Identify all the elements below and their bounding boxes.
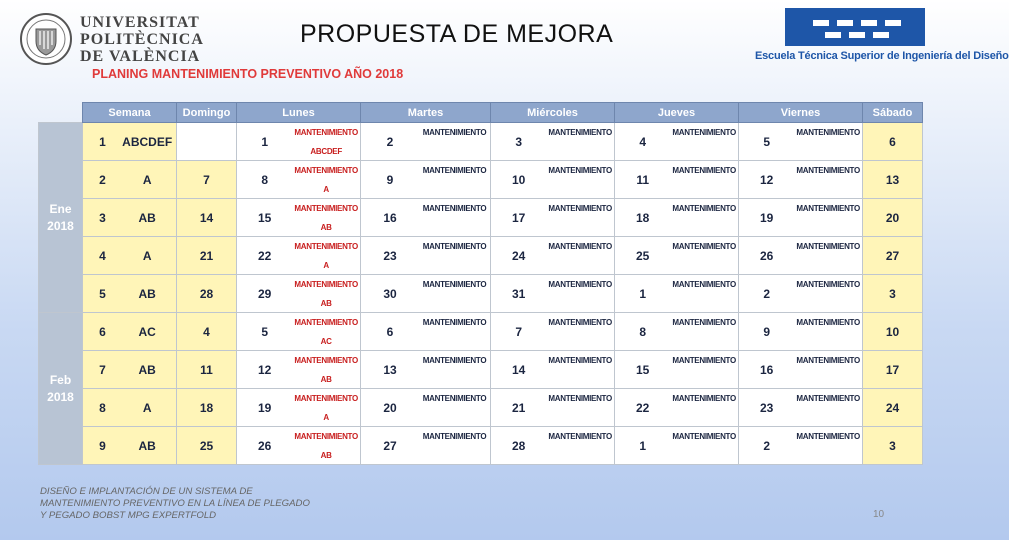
week-cell <box>83 161 177 199</box>
domingo-cell: 7 <box>177 161 237 199</box>
viernes-cell <box>739 427 863 465</box>
lunes-cell <box>237 313 361 351</box>
cell-content <box>237 427 360 464</box>
etsid-name: Escuela Técnica Superior de Ingeniería del Diseño <box>755 50 1009 62</box>
university-seal-icon <box>20 13 72 65</box>
maintenance-label: MANTENIMIENTO <box>548 242 612 251</box>
day-number: 11 <box>636 172 650 187</box>
cell-content <box>491 275 614 312</box>
martes-cell <box>361 313 491 351</box>
sabado-cell: 27 <box>863 237 923 275</box>
jueves-cell <box>615 389 739 427</box>
cell-content <box>615 199 738 236</box>
cell-content <box>237 351 360 388</box>
miercoles-cell <box>491 313 615 351</box>
plan-subtitle: PLANING MANTENIMIENTO PREVENTIVO AÑO 2018 <box>92 67 404 81</box>
week-cell <box>83 313 177 351</box>
cell-content <box>361 161 490 198</box>
table-row <box>39 275 923 313</box>
domingo-cell: 25 <box>177 427 237 465</box>
header-jueves: Jueves <box>615 103 739 123</box>
day-number: 16 <box>759 362 774 377</box>
lunes-cell <box>237 275 361 313</box>
day-number: 2 <box>386 134 394 149</box>
week-number: 5 <box>99 286 106 301</box>
maintenance-label: MANTENIMIENTO <box>548 128 612 137</box>
maintenance-label: MANTENIMIENTO <box>548 166 612 175</box>
cell-content <box>237 313 360 350</box>
cell-content <box>361 199 490 236</box>
lunes-cell <box>237 427 361 465</box>
table-row <box>39 123 923 161</box>
table-row <box>39 199 923 237</box>
viernes-cell <box>739 123 863 161</box>
table-row <box>39 313 923 351</box>
month-label-line: 2018 <box>47 218 74 233</box>
week-code: AB <box>138 362 156 377</box>
maintenance-label: MANTENIMIENTO <box>796 166 860 175</box>
week-number: 3 <box>99 210 106 225</box>
cell-content <box>491 199 614 236</box>
table-row <box>39 427 923 465</box>
cell-content <box>615 389 738 426</box>
maintenance-label: MANTENIMIENTO <box>796 280 860 289</box>
jueves-cell <box>615 275 739 313</box>
cell-content <box>739 237 862 274</box>
martes-cell <box>361 123 491 161</box>
cell-content <box>237 161 360 198</box>
maintenance-label: MANTENIMIENTO <box>294 242 358 251</box>
miercoles-cell <box>491 389 615 427</box>
maintenance-label: MANTENIMIENTO <box>796 394 860 403</box>
day-number: 19 <box>257 400 272 415</box>
day-number: 25 <box>635 248 650 263</box>
maintenance-label: MANTENIMIENTO <box>422 356 487 365</box>
table-row <box>39 237 923 275</box>
cell-content <box>361 389 490 426</box>
sabado-cell: 17 <box>863 351 923 389</box>
sabado-cell: 3 <box>863 275 923 313</box>
day-number: 22 <box>257 248 272 263</box>
maintenance-label: MANTENIMIENTO <box>548 280 612 289</box>
sabado-cell: 6 <box>863 123 923 161</box>
footer-text: DISEÑO E IMPLANTACIÓN DE UN SISTEMA DE MANTENIMIENTO PREVENTIVO EN LA LÍNEA DE PLEGADO Y PEGADO BOBST MPG EXPERTFOLD <box>40 486 310 521</box>
viernes-cell <box>739 275 863 313</box>
cell-content <box>237 237 360 274</box>
day-number: 6 <box>386 324 394 339</box>
day-number: 15 <box>257 210 272 225</box>
martes-cell <box>361 199 491 237</box>
week-code: AB <box>138 438 156 453</box>
jueves-cell <box>615 427 739 465</box>
etsid-emblem-icon <box>785 6 925 48</box>
domingo-cell: 14 <box>177 199 237 237</box>
maintenance-label: MANTENIMIENTO <box>294 280 358 289</box>
viernes-cell <box>739 313 863 351</box>
cell-content <box>491 351 614 388</box>
day-number: 28 <box>511 438 526 453</box>
header-lunes: Lunes <box>237 103 361 123</box>
week-code: AB <box>138 210 156 225</box>
day-number: 17 <box>511 210 526 225</box>
maintenance-code: AC <box>320 337 332 346</box>
day-number: 12 <box>759 172 774 187</box>
cell-content <box>491 123 614 160</box>
cell-content <box>361 351 490 388</box>
day-number: 9 <box>386 172 394 187</box>
upv-name <box>80 14 204 65</box>
page-number: 10 <box>873 509 885 520</box>
week-code: A <box>142 400 152 415</box>
maintenance-label: MANTENIMIENTO <box>422 242 487 251</box>
table-header-row <box>39 103 923 123</box>
cell-content <box>615 161 738 198</box>
maintenance-label: MANTENIMIENTO <box>672 166 736 175</box>
day-number: 14 <box>511 362 526 377</box>
maintenance-code: A <box>323 261 329 270</box>
maintenance-label: MANTENIMIENTO <box>796 356 860 365</box>
day-number: 29 <box>257 286 272 301</box>
sabado-cell: 24 <box>863 389 923 427</box>
miercoles-cell <box>491 427 615 465</box>
day-number: 4 <box>639 134 647 149</box>
header-sabado: Sábado <box>863 103 923 123</box>
martes-cell <box>361 237 491 275</box>
day-number: 1 <box>639 438 647 453</box>
domingo-cell: 18 <box>177 389 237 427</box>
cell-content <box>615 275 738 312</box>
day-number: 1 <box>639 286 647 301</box>
jueves-cell <box>615 199 739 237</box>
day-number: 2 <box>763 286 771 301</box>
month-label-line: Feb <box>49 372 72 387</box>
cell-content <box>237 123 360 160</box>
maintenance-label: MANTENIMIENTO <box>422 318 487 327</box>
month-cell <box>39 123 83 313</box>
maintenance-label: MANTENIMIENTO <box>294 128 358 137</box>
cell-content <box>739 427 862 464</box>
viernes-cell <box>739 237 863 275</box>
week-cell <box>83 237 177 275</box>
cell-content <box>361 313 490 350</box>
maintenance-plan-table <box>38 102 923 465</box>
lunes-cell <box>237 389 361 427</box>
day-number: 26 <box>759 248 774 263</box>
table-row <box>39 351 923 389</box>
jueves-cell <box>615 351 739 389</box>
cell-content <box>491 161 614 198</box>
maintenance-label: MANTENIMIENTO <box>672 204 736 213</box>
lunes-cell <box>237 123 361 161</box>
day-number: 16 <box>383 210 397 225</box>
month-label-line: 2018 <box>47 389 74 404</box>
day-number: 2 <box>763 438 771 453</box>
maintenance-label: MANTENIMIENTO <box>294 204 358 213</box>
maintenance-label: MANTENIMIENTO <box>422 432 487 441</box>
cell-content <box>237 275 360 312</box>
jueves-cell <box>615 237 739 275</box>
day-number: 8 <box>261 172 269 187</box>
cell-content <box>237 199 360 236</box>
page-title: PROPUESTA DE MEJORA <box>300 20 614 48</box>
jueves-cell <box>615 313 739 351</box>
table-row <box>39 389 923 427</box>
day-number: 23 <box>383 248 397 263</box>
day-number: 22 <box>635 400 650 415</box>
header-viernes: Viernes <box>739 103 863 123</box>
domingo-cell: 11 <box>177 351 237 389</box>
day-number: 23 <box>759 400 774 415</box>
week-code: A <box>142 172 152 187</box>
week-number: 2 <box>99 172 106 187</box>
maintenance-label: MANTENIMIENTO <box>548 394 612 403</box>
day-number: 30 <box>383 286 397 301</box>
week-cell <box>83 427 177 465</box>
maintenance-code: AB <box>320 223 332 232</box>
upv-line-2: POLITÈCNICA <box>80 30 204 48</box>
maintenance-code: A <box>323 413 329 422</box>
jueves-cell <box>615 161 739 199</box>
header-miercoles: Miércoles <box>491 103 615 123</box>
lunes-cell <box>237 161 361 199</box>
header-martes: Martes <box>361 103 491 123</box>
cell-content <box>615 123 738 160</box>
week-number: 4 <box>99 248 106 263</box>
maintenance-label: MANTENIMIENTO <box>796 432 860 441</box>
week-cell <box>83 351 177 389</box>
cell-content <box>615 351 738 388</box>
day-number: 3 <box>515 134 523 149</box>
sabado-cell: 13 <box>863 161 923 199</box>
upv-logo <box>20 10 210 68</box>
maintenance-label: MANTENIMIENTO <box>672 242 736 251</box>
week-cell <box>83 123 177 161</box>
maintenance-label: MANTENIMIENTO <box>422 204 487 213</box>
week-number: 8 <box>99 400 106 415</box>
maintenance-label: MANTENIMIENTO <box>294 432 358 441</box>
maintenance-label: MANTENIMIENTO <box>294 318 358 327</box>
maintenance-label: MANTENIMIENTO <box>796 242 860 251</box>
day-number: 8 <box>639 324 647 339</box>
day-number: 18 <box>635 210 650 225</box>
day-number: 31 <box>511 286 526 301</box>
cell-content <box>739 313 862 350</box>
sabado-cell: 20 <box>863 199 923 237</box>
cell-content <box>361 123 490 160</box>
upv-line-1: UNIVERSITAT <box>80 13 200 31</box>
maintenance-label: MANTENIMIENTO <box>796 128 860 137</box>
miercoles-cell <box>491 351 615 389</box>
maintenance-label: MANTENIMIENTO <box>422 394 487 403</box>
maintenance-code: AB <box>320 375 332 384</box>
week-number: 7 <box>99 362 106 377</box>
martes-cell <box>361 427 491 465</box>
day-number: 21 <box>511 400 526 415</box>
miercoles-cell <box>491 199 615 237</box>
week-cell <box>83 199 177 237</box>
week-code: AC <box>138 324 156 339</box>
cell-content <box>739 123 862 160</box>
day-number: 12 <box>257 362 272 377</box>
day-number: 15 <box>635 362 650 377</box>
sabado-cell: 10 <box>863 313 923 351</box>
day-number: 26 <box>257 438 272 453</box>
header-semana: Semana <box>83 103 177 123</box>
cell-content <box>739 161 862 198</box>
maintenance-code: A <box>323 185 329 194</box>
day-number: 7 <box>515 324 523 339</box>
maintenance-label: MANTENIMIENTO <box>796 204 860 213</box>
viernes-cell <box>739 351 863 389</box>
maintenance-label: MANTENIMIENTO <box>672 432 736 441</box>
week-cell <box>83 389 177 427</box>
maintenance-label: MANTENIMIENTO <box>672 280 736 289</box>
domingo-cell: 21 <box>177 237 237 275</box>
lunes-cell <box>237 351 361 389</box>
domingo-cell: 4 <box>177 313 237 351</box>
maintenance-label: MANTENIMIENTO <box>294 394 358 403</box>
maintenance-label: MANTENIMIENTO <box>422 128 487 137</box>
maintenance-label: MANTENIMIENTO <box>672 318 736 327</box>
day-number: 13 <box>383 362 397 377</box>
day-number: 5 <box>763 134 771 149</box>
martes-cell <box>361 351 491 389</box>
table-row <box>39 161 923 199</box>
viernes-cell <box>739 161 863 199</box>
martes-cell <box>361 389 491 427</box>
maintenance-label: MANTENIMIENTO <box>548 356 612 365</box>
sabado-cell: 3 <box>863 427 923 465</box>
week-code: AB <box>138 286 156 301</box>
maintenance-label: MANTENIMIENTO <box>422 280 487 289</box>
month-label-line: Ene <box>49 201 72 216</box>
cell-content <box>615 427 738 464</box>
maintenance-label: MANTENIMIENTO <box>796 318 860 327</box>
day-number: 5 <box>261 324 269 339</box>
domingo-cell <box>177 123 237 161</box>
cell-content <box>739 351 862 388</box>
lunes-cell <box>237 199 361 237</box>
upv-line-3: DE VALÈNCIA <box>80 47 201 65</box>
miercoles-cell <box>491 161 615 199</box>
week-number: 6 <box>99 324 106 339</box>
maintenance-label: MANTENIMIENTO <box>548 318 612 327</box>
viernes-cell <box>739 199 863 237</box>
day-number: 27 <box>383 438 397 453</box>
day-number: 9 <box>763 324 771 339</box>
maintenance-label: MANTENIMIENTO <box>672 128 736 137</box>
header-domingo: Domingo <box>177 103 237 123</box>
maintenance-label: MANTENIMIENTO <box>548 432 612 441</box>
week-code: A <box>142 248 152 263</box>
cell-content <box>615 313 738 350</box>
cell-content <box>615 237 738 274</box>
corner-cell <box>39 103 83 123</box>
jueves-cell <box>615 123 739 161</box>
martes-cell <box>361 161 491 199</box>
cell-content <box>739 389 862 426</box>
week-code: ABCDEF <box>122 134 173 149</box>
maintenance-label: MANTENIMIENTO <box>672 394 736 403</box>
maintenance-code: ABCDEF <box>310 147 342 156</box>
maintenance-label: MANTENIMIENTO <box>294 356 358 365</box>
martes-cell <box>361 275 491 313</box>
cell-content <box>491 427 614 464</box>
day-number: 10 <box>511 172 526 187</box>
day-number: 19 <box>759 210 774 225</box>
viernes-cell <box>739 389 863 427</box>
week-cell <box>83 275 177 313</box>
miercoles-cell <box>491 123 615 161</box>
etsid-logo <box>755 6 1009 68</box>
month-cell <box>39 313 83 465</box>
cell-content <box>491 237 614 274</box>
maintenance-label: MANTENIMIENTO <box>548 204 612 213</box>
miercoles-cell <box>491 275 615 313</box>
cell-content <box>739 275 862 312</box>
cell-content <box>361 275 490 312</box>
maintenance-code: AB <box>320 451 332 460</box>
miercoles-cell <box>491 237 615 275</box>
day-number: 24 <box>511 248 526 263</box>
maintenance-code: AB <box>320 299 332 308</box>
cell-content <box>237 389 360 426</box>
cell-content <box>491 389 614 426</box>
cell-content <box>491 313 614 350</box>
day-number: 20 <box>383 400 397 415</box>
cell-content <box>361 427 490 464</box>
day-number: 1 <box>261 134 269 149</box>
domingo-cell: 28 <box>177 275 237 313</box>
maintenance-label: MANTENIMIENTO <box>672 356 736 365</box>
cell-content <box>361 237 490 274</box>
maintenance-label: MANTENIMIENTO <box>422 166 487 175</box>
week-number: 9 <box>99 438 106 453</box>
maintenance-label: MANTENIMIENTO <box>294 166 358 175</box>
lunes-cell <box>237 237 361 275</box>
cell-content <box>739 199 862 236</box>
week-number: 1 <box>99 134 106 149</box>
